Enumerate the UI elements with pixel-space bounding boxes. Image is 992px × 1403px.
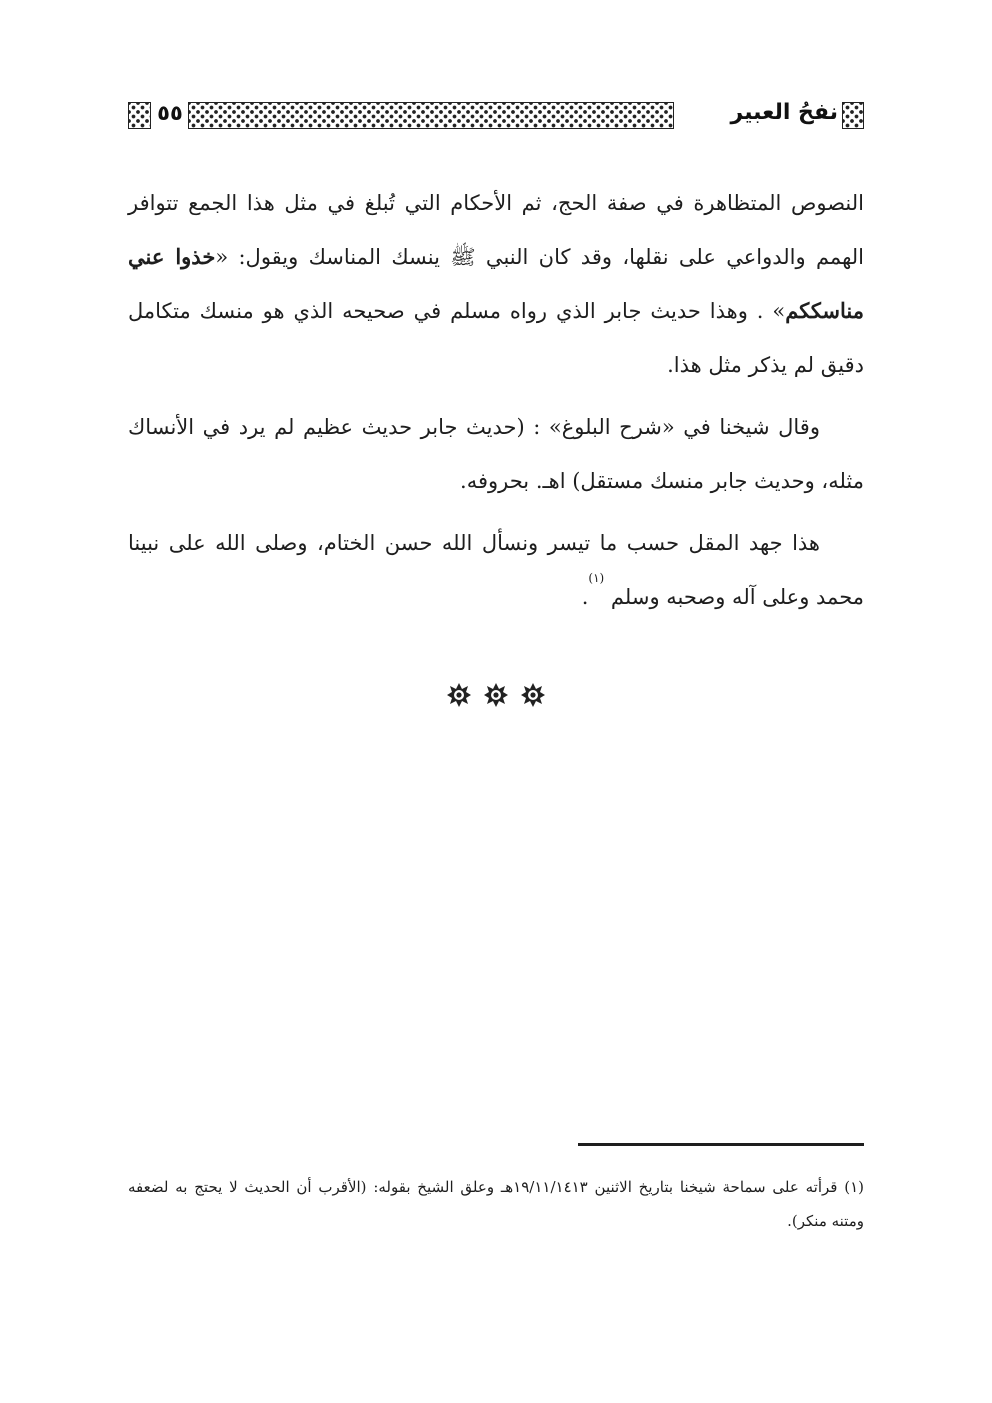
- paragraph-3-text: هذا جهد المقل حسب ما تيسر ونسأل الله حسن الختام، وصلى الله على نبينا محمد وعلى آله وصحبه وسلم: [128, 531, 864, 609]
- page-number: ٥٥: [157, 101, 183, 125]
- flower-ornament-icon: [520, 682, 546, 708]
- header-ornament-left: [128, 102, 151, 129]
- flower-ornament-icon: [483, 682, 509, 708]
- hadith-quote: خذوا عني مناسككم: [128, 244, 864, 323]
- flower-ornament-icon: [446, 682, 472, 708]
- running-title: نفحُ العبير: [730, 100, 838, 125]
- paragraph-3: [128, 516, 864, 624]
- header-ornament-band: [188, 102, 674, 129]
- paragraph-1-tail: » . وهذا حديث جابر الذي رواه مسلم في صحيحه الذي هو منسك متكامل دقيق لم يذكر مثل هذا.: [128, 299, 864, 377]
- footnote-divider: [578, 1143, 864, 1146]
- section-separator: [446, 680, 546, 710]
- paragraph-2: وقال شيخنا في «شرح البلوغ» : (حديث جابر حديث عظيم لم يرد في الأنساك مثله، وحديث جابر منسك مستقل) اهـ. بحروفه.: [128, 415, 864, 493]
- paragraph-1-text: النصوص المتظاهرة في صفة الحج، ثم الأحكام التي تُبلغ في مثل هذا الجمع تتوافر الهمم والدواعي على نقلها، وقد كان النبي ﷺ ينسك المناسك ويقول: «: [128, 191, 864, 269]
- main-text: [128, 176, 864, 632]
- paragraph-1: [128, 176, 864, 392]
- footnote: (١) قرأته على سماحة شيخنا بتاريخ الاثنين ١٩/١١/١٤١٣هـ وعلق الشيخ بقوله: (الأقرب أن الحديث لا يحتج به لضعفه ومتنه منكر).: [128, 1178, 865, 1230]
- paragraph-3-end: .: [581, 585, 589, 609]
- header-ornament-right: [842, 102, 864, 129]
- page-header: [128, 96, 864, 134]
- footnote-marker[interactable]: (١): [588, 571, 605, 585]
